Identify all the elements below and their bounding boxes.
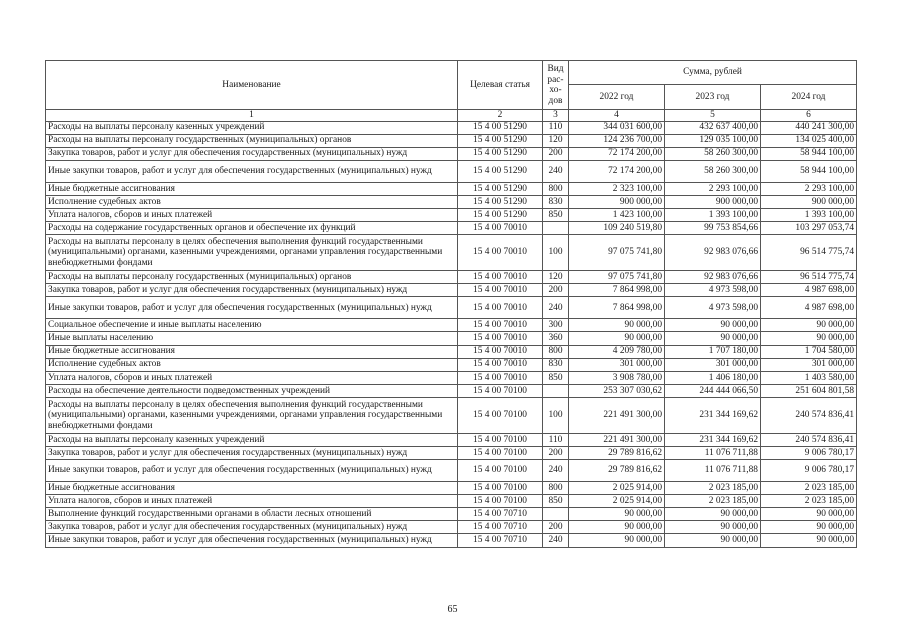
- row-name: Закупка товаров, работ и услуг для обеспечения государственных (муниципальных) нужд: [46, 447, 458, 460]
- row-amount-2023: 4 973 598,00: [665, 284, 761, 297]
- table-row: [46, 447, 857, 460]
- row-target-article: 15 4 00 51290: [458, 121, 543, 134]
- row-expense-type: 110: [543, 433, 569, 446]
- table-row: [46, 495, 857, 508]
- table-row: [46, 121, 857, 134]
- row-name: Закупка товаров, работ и услуг для обеспечения государственных (муниципальных) нужд: [46, 147, 458, 160]
- row-name: Иные закупки товаров, работ и услуг для обеспечения государственных (муниципальных) нужд: [46, 534, 458, 547]
- row-name: Выполнение функций государственными органами в области лесных отношений: [46, 508, 458, 521]
- row-expense-type: 800: [543, 345, 569, 358]
- row-amount-2024: 58 944 100,00: [761, 160, 857, 182]
- row-amount-2024: 90 000,00: [761, 508, 857, 521]
- row-amount-2024: 240 574 836,41: [761, 433, 857, 446]
- row-name: Расходы на выплаты персоналу казенных учреждений: [46, 121, 458, 134]
- table-row: [46, 222, 857, 235]
- col-number-3: 3: [543, 110, 569, 122]
- row-amount-2024: 1 393 100,00: [761, 208, 857, 221]
- row-expense-type: 360: [543, 332, 569, 345]
- row-amount-2022: 900 000,00: [569, 195, 665, 208]
- row-amount-2024: 90 000,00: [761, 332, 857, 345]
- table-row: [46, 195, 857, 208]
- row-name: Иные бюджетные ассигнования: [46, 345, 458, 358]
- row-amount-2024: 90 000,00: [761, 319, 857, 332]
- row-amount-2024: 2 293 100,00: [761, 182, 857, 195]
- row-amount-2023: 99 753 854,66: [665, 222, 761, 235]
- row-amount-2023: 92 983 076,66: [665, 235, 761, 271]
- row-name: Расходы на выплаты персоналу государственных (муниципальных) органов: [46, 134, 458, 147]
- table-row: [46, 508, 857, 521]
- budget-table: [45, 60, 857, 548]
- row-amount-2022: 29 789 816,62: [569, 447, 665, 460]
- row-expense-type: 800: [543, 482, 569, 495]
- row-amount-2023: 1 406 180,00: [665, 371, 761, 384]
- row-name: Иные бюджетные ассигнования: [46, 482, 458, 495]
- table-row: [46, 534, 857, 547]
- row-amount-2022: 344 031 600,00: [569, 121, 665, 134]
- row-amount-2023: 4 973 598,00: [665, 297, 761, 319]
- row-name: Расходы на выплаты персоналу в целях обеспечения выполнения функций государственными (муниципальными) органами, казенными учреждениями, органами управления государственными внебюджетными фондами: [46, 397, 458, 433]
- row-expense-type: 110: [543, 121, 569, 134]
- row-target-article: 15 4 00 70710: [458, 521, 543, 534]
- row-expense-type: 240: [543, 160, 569, 182]
- row-expense-type: 100: [543, 235, 569, 271]
- row-amount-2023: 90 000,00: [665, 508, 761, 521]
- row-amount-2023: 432 637 400,00: [665, 121, 761, 134]
- table-row: [46, 297, 857, 319]
- header-year-2022: 2022 год: [569, 85, 665, 110]
- row-expense-type: 240: [543, 460, 569, 482]
- row-amount-2022: 97 075 741,80: [569, 271, 665, 284]
- table-row: [46, 397, 857, 433]
- row-amount-2022: 4 209 780,00: [569, 345, 665, 358]
- table-row: [46, 521, 857, 534]
- table-row: [46, 482, 857, 495]
- row-target-article: 15 4 00 51290: [458, 147, 543, 160]
- row-amount-2022: 1 423 100,00: [569, 208, 665, 221]
- row-amount-2022: 301 000,00: [569, 358, 665, 371]
- row-name: Расходы на выплаты персоналу государственных (муниципальных) органов: [46, 271, 458, 284]
- row-amount-2024: 9 006 780,17: [761, 447, 857, 460]
- row-amount-2024: 2 023 185,00: [761, 482, 857, 495]
- row-amount-2023: 11 076 711,88: [665, 447, 761, 460]
- row-amount-2023: 301 000,00: [665, 358, 761, 371]
- row-target-article: 15 4 00 70710: [458, 508, 543, 521]
- row-expense-type: 200: [543, 447, 569, 460]
- row-expense-type: 200: [543, 521, 569, 534]
- row-name: Уплата налогов, сборов и иных платежей: [46, 495, 458, 508]
- row-amount-2022: 97 075 741,80: [569, 235, 665, 271]
- row-amount-2024: 96 514 775,74: [761, 271, 857, 284]
- row-name: Социальное обеспечение и иные выплаты населению: [46, 319, 458, 332]
- row-name: Расходы на содержание государственных органов и обеспечение их функций: [46, 222, 458, 235]
- row-amount-2024: 134 025 400,00: [761, 134, 857, 147]
- row-target-article: 15 4 00 70010: [458, 271, 543, 284]
- row-amount-2024: 90 000,00: [761, 521, 857, 534]
- table-row: [46, 284, 857, 297]
- document-page: [45, 60, 856, 548]
- row-amount-2024: 4 987 698,00: [761, 284, 857, 297]
- row-expense-type: 200: [543, 147, 569, 160]
- table-row: [46, 371, 857, 384]
- row-name: Уплата налогов, сборов и иных платежей: [46, 371, 458, 384]
- table-row: [46, 182, 857, 195]
- row-amount-2022: 109 240 519,80: [569, 222, 665, 235]
- row-name: Расходы на обеспечение деятельности подведомственных учреждений: [46, 384, 458, 397]
- row-name: Исполнение судебных актов: [46, 358, 458, 371]
- page-number: 65: [447, 604, 458, 615]
- row-target-article: 15 4 00 70100: [458, 460, 543, 482]
- row-amount-2023: 1 393 100,00: [665, 208, 761, 221]
- header-year-2024: 2024 год: [761, 85, 857, 110]
- row-amount-2022: 90 000,00: [569, 332, 665, 345]
- row-target-article: 15 4 00 70010: [458, 235, 543, 271]
- row-target-article: 15 4 00 51290: [458, 134, 543, 147]
- row-amount-2024: 240 574 836,41: [761, 397, 857, 433]
- row-amount-2023: 1 707 180,00: [665, 345, 761, 358]
- table-row: [46, 147, 857, 160]
- row-target-article: 15 4 00 70100: [458, 433, 543, 446]
- row-target-article: 15 4 00 51290: [458, 195, 543, 208]
- row-amount-2024: 301 000,00: [761, 358, 857, 371]
- row-target-article: 15 4 00 70010: [458, 345, 543, 358]
- table-row: [46, 460, 857, 482]
- row-amount-2024: 4 987 698,00: [761, 297, 857, 319]
- row-expense-type: 830: [543, 195, 569, 208]
- row-amount-2023: 11 076 711,88: [665, 460, 761, 482]
- row-expense-type: [543, 222, 569, 235]
- row-expense-type: [543, 384, 569, 397]
- row-target-article: 15 4 00 51290: [458, 182, 543, 195]
- row-name: Уплата налогов, сборов и иных платежей: [46, 208, 458, 221]
- table-row: [46, 358, 857, 371]
- row-name: Закупка товаров, работ и услуг для обеспечения государственных (муниципальных) нужд: [46, 284, 458, 297]
- row-amount-2022: 221 491 300,00: [569, 433, 665, 446]
- row-amount-2022: 72 174 200,00: [569, 160, 665, 182]
- row-amount-2023: 2 293 100,00: [665, 182, 761, 195]
- row-expense-type: 200: [543, 284, 569, 297]
- row-amount-2024: 90 000,00: [761, 534, 857, 547]
- row-target-article: 15 4 00 70010: [458, 319, 543, 332]
- row-name: Иные закупки товаров, работ и услуг для обеспечения государственных (муниципальных) нужд: [46, 160, 458, 182]
- row-amount-2022: 90 000,00: [569, 508, 665, 521]
- row-name: Иные закупки товаров, работ и услуг для обеспечения государственных (муниципальных) нужд: [46, 297, 458, 319]
- row-amount-2023: 2 023 185,00: [665, 482, 761, 495]
- row-amount-2022: 7 864 998,00: [569, 284, 665, 297]
- row-amount-2023: 900 000,00: [665, 195, 761, 208]
- row-expense-type: 800: [543, 182, 569, 195]
- table-row: [46, 332, 857, 345]
- row-target-article: 15 4 00 70010: [458, 371, 543, 384]
- row-expense-type: 300: [543, 319, 569, 332]
- row-amount-2024: 103 297 053,74: [761, 222, 857, 235]
- table-row: [46, 345, 857, 358]
- row-amount-2022: 29 789 816,62: [569, 460, 665, 482]
- row-amount-2022: 2 323 100,00: [569, 182, 665, 195]
- col-number-5: 5: [665, 110, 761, 122]
- row-name: Расходы на выплаты персоналу в целях обеспечения выполнения функций государственными (муниципальными) органами, казенными учреждениями, органами управления государственными внебюджетными фондами: [46, 235, 458, 271]
- row-amount-2023: 90 000,00: [665, 534, 761, 547]
- col-number-2: 2: [458, 110, 543, 122]
- table-body: [46, 121, 857, 547]
- row-name: Иные выплаты населению: [46, 332, 458, 345]
- row-amount-2022: 3 908 780,00: [569, 371, 665, 384]
- table-row: [46, 271, 857, 284]
- row-target-article: 15 4 00 70010: [458, 358, 543, 371]
- row-amount-2022: 124 236 700,00: [569, 134, 665, 147]
- row-amount-2023: 90 000,00: [665, 332, 761, 345]
- row-amount-2024: 900 000,00: [761, 195, 857, 208]
- col-number-1: 1: [46, 110, 458, 122]
- row-amount-2022: 90 000,00: [569, 521, 665, 534]
- row-expense-type: 850: [543, 495, 569, 508]
- row-amount-2024: 2 023 185,00: [761, 495, 857, 508]
- row-amount-2023: 90 000,00: [665, 319, 761, 332]
- row-expense-type: 120: [543, 134, 569, 147]
- row-name: Иные бюджетные ассигнования: [46, 182, 458, 195]
- row-amount-2023: 92 983 076,66: [665, 271, 761, 284]
- row-target-article: 15 4 00 70710: [458, 534, 543, 547]
- row-amount-2023: 244 444 066,50: [665, 384, 761, 397]
- row-amount-2024: 58 944 100,00: [761, 147, 857, 160]
- row-target-article: 15 4 00 70010: [458, 297, 543, 319]
- row-expense-type: 100: [543, 397, 569, 433]
- row-target-article: 15 4 00 70100: [458, 384, 543, 397]
- table-row: [46, 160, 857, 182]
- row-target-article: 15 4 00 51290: [458, 160, 543, 182]
- row-amount-2022: 7 864 998,00: [569, 297, 665, 319]
- row-target-article: 15 4 00 70010: [458, 332, 543, 345]
- row-amount-2022: 72 174 200,00: [569, 147, 665, 160]
- row-amount-2023: 231 344 169,62: [665, 397, 761, 433]
- row-amount-2023: 90 000,00: [665, 521, 761, 534]
- row-amount-2022: 2 025 914,00: [569, 495, 665, 508]
- col-number-6: 6: [761, 110, 857, 122]
- table-row: [46, 134, 857, 147]
- col-number-4: 4: [569, 110, 665, 122]
- row-amount-2023: 129 035 100,00: [665, 134, 761, 147]
- row-expense-type: [543, 508, 569, 521]
- row-expense-type: 240: [543, 534, 569, 547]
- row-target-article: 15 4 00 70100: [458, 482, 543, 495]
- header-target-article: Целевая статья: [458, 61, 543, 110]
- row-target-article: 15 4 00 70010: [458, 284, 543, 297]
- row-amount-2024: 1 704 580,00: [761, 345, 857, 358]
- row-target-article: 15 4 00 70100: [458, 495, 543, 508]
- row-name: Исполнение судебных актов: [46, 195, 458, 208]
- row-amount-2024: 96 514 775,74: [761, 235, 857, 271]
- table-row: [46, 433, 857, 446]
- table-row: [46, 235, 857, 271]
- row-amount-2022: 221 491 300,00: [569, 397, 665, 433]
- row-amount-2023: 58 260 300,00: [665, 147, 761, 160]
- header-expense-type: Вид рас-хо-дов: [543, 61, 569, 110]
- row-target-article: 15 4 00 70010: [458, 222, 543, 235]
- table-row: [46, 208, 857, 221]
- row-amount-2024: 440 241 300,00: [761, 121, 857, 134]
- row-expense-type: 850: [543, 371, 569, 384]
- row-name: Расходы на выплаты персоналу казенных учреждений: [46, 433, 458, 446]
- row-expense-type: 830: [543, 358, 569, 371]
- row-amount-2023: 58 260 300,00: [665, 160, 761, 182]
- row-amount-2022: 90 000,00: [569, 319, 665, 332]
- row-amount-2024: 9 006 780,17: [761, 460, 857, 482]
- row-expense-type: 850: [543, 208, 569, 221]
- header-sum: Сумма, рублей: [569, 61, 857, 85]
- row-target-article: 15 4 00 51290: [458, 208, 543, 221]
- row-amount-2022: 253 307 030,62: [569, 384, 665, 397]
- row-amount-2022: 90 000,00: [569, 534, 665, 547]
- table-row: [46, 319, 857, 332]
- row-name: Закупка товаров, работ и услуг для обеспечения государственных (муниципальных) нужд: [46, 521, 458, 534]
- row-amount-2023: 231 344 169,62: [665, 433, 761, 446]
- row-amount-2022: 2 025 914,00: [569, 482, 665, 495]
- row-amount-2024: 251 604 801,58: [761, 384, 857, 397]
- row-amount-2023: 2 023 185,00: [665, 495, 761, 508]
- row-target-article: 15 4 00 70100: [458, 397, 543, 433]
- header-year-2023: 2023 год: [665, 85, 761, 110]
- row-name: Иные закупки товаров, работ и услуг для обеспечения государственных (муниципальных) нужд: [46, 460, 458, 482]
- table-row: [46, 384, 857, 397]
- row-expense-type: 120: [543, 271, 569, 284]
- header-name: Наименование: [46, 61, 458, 110]
- row-amount-2024: 1 403 580,00: [761, 371, 857, 384]
- row-target-article: 15 4 00 70100: [458, 447, 543, 460]
- row-expense-type: 240: [543, 297, 569, 319]
